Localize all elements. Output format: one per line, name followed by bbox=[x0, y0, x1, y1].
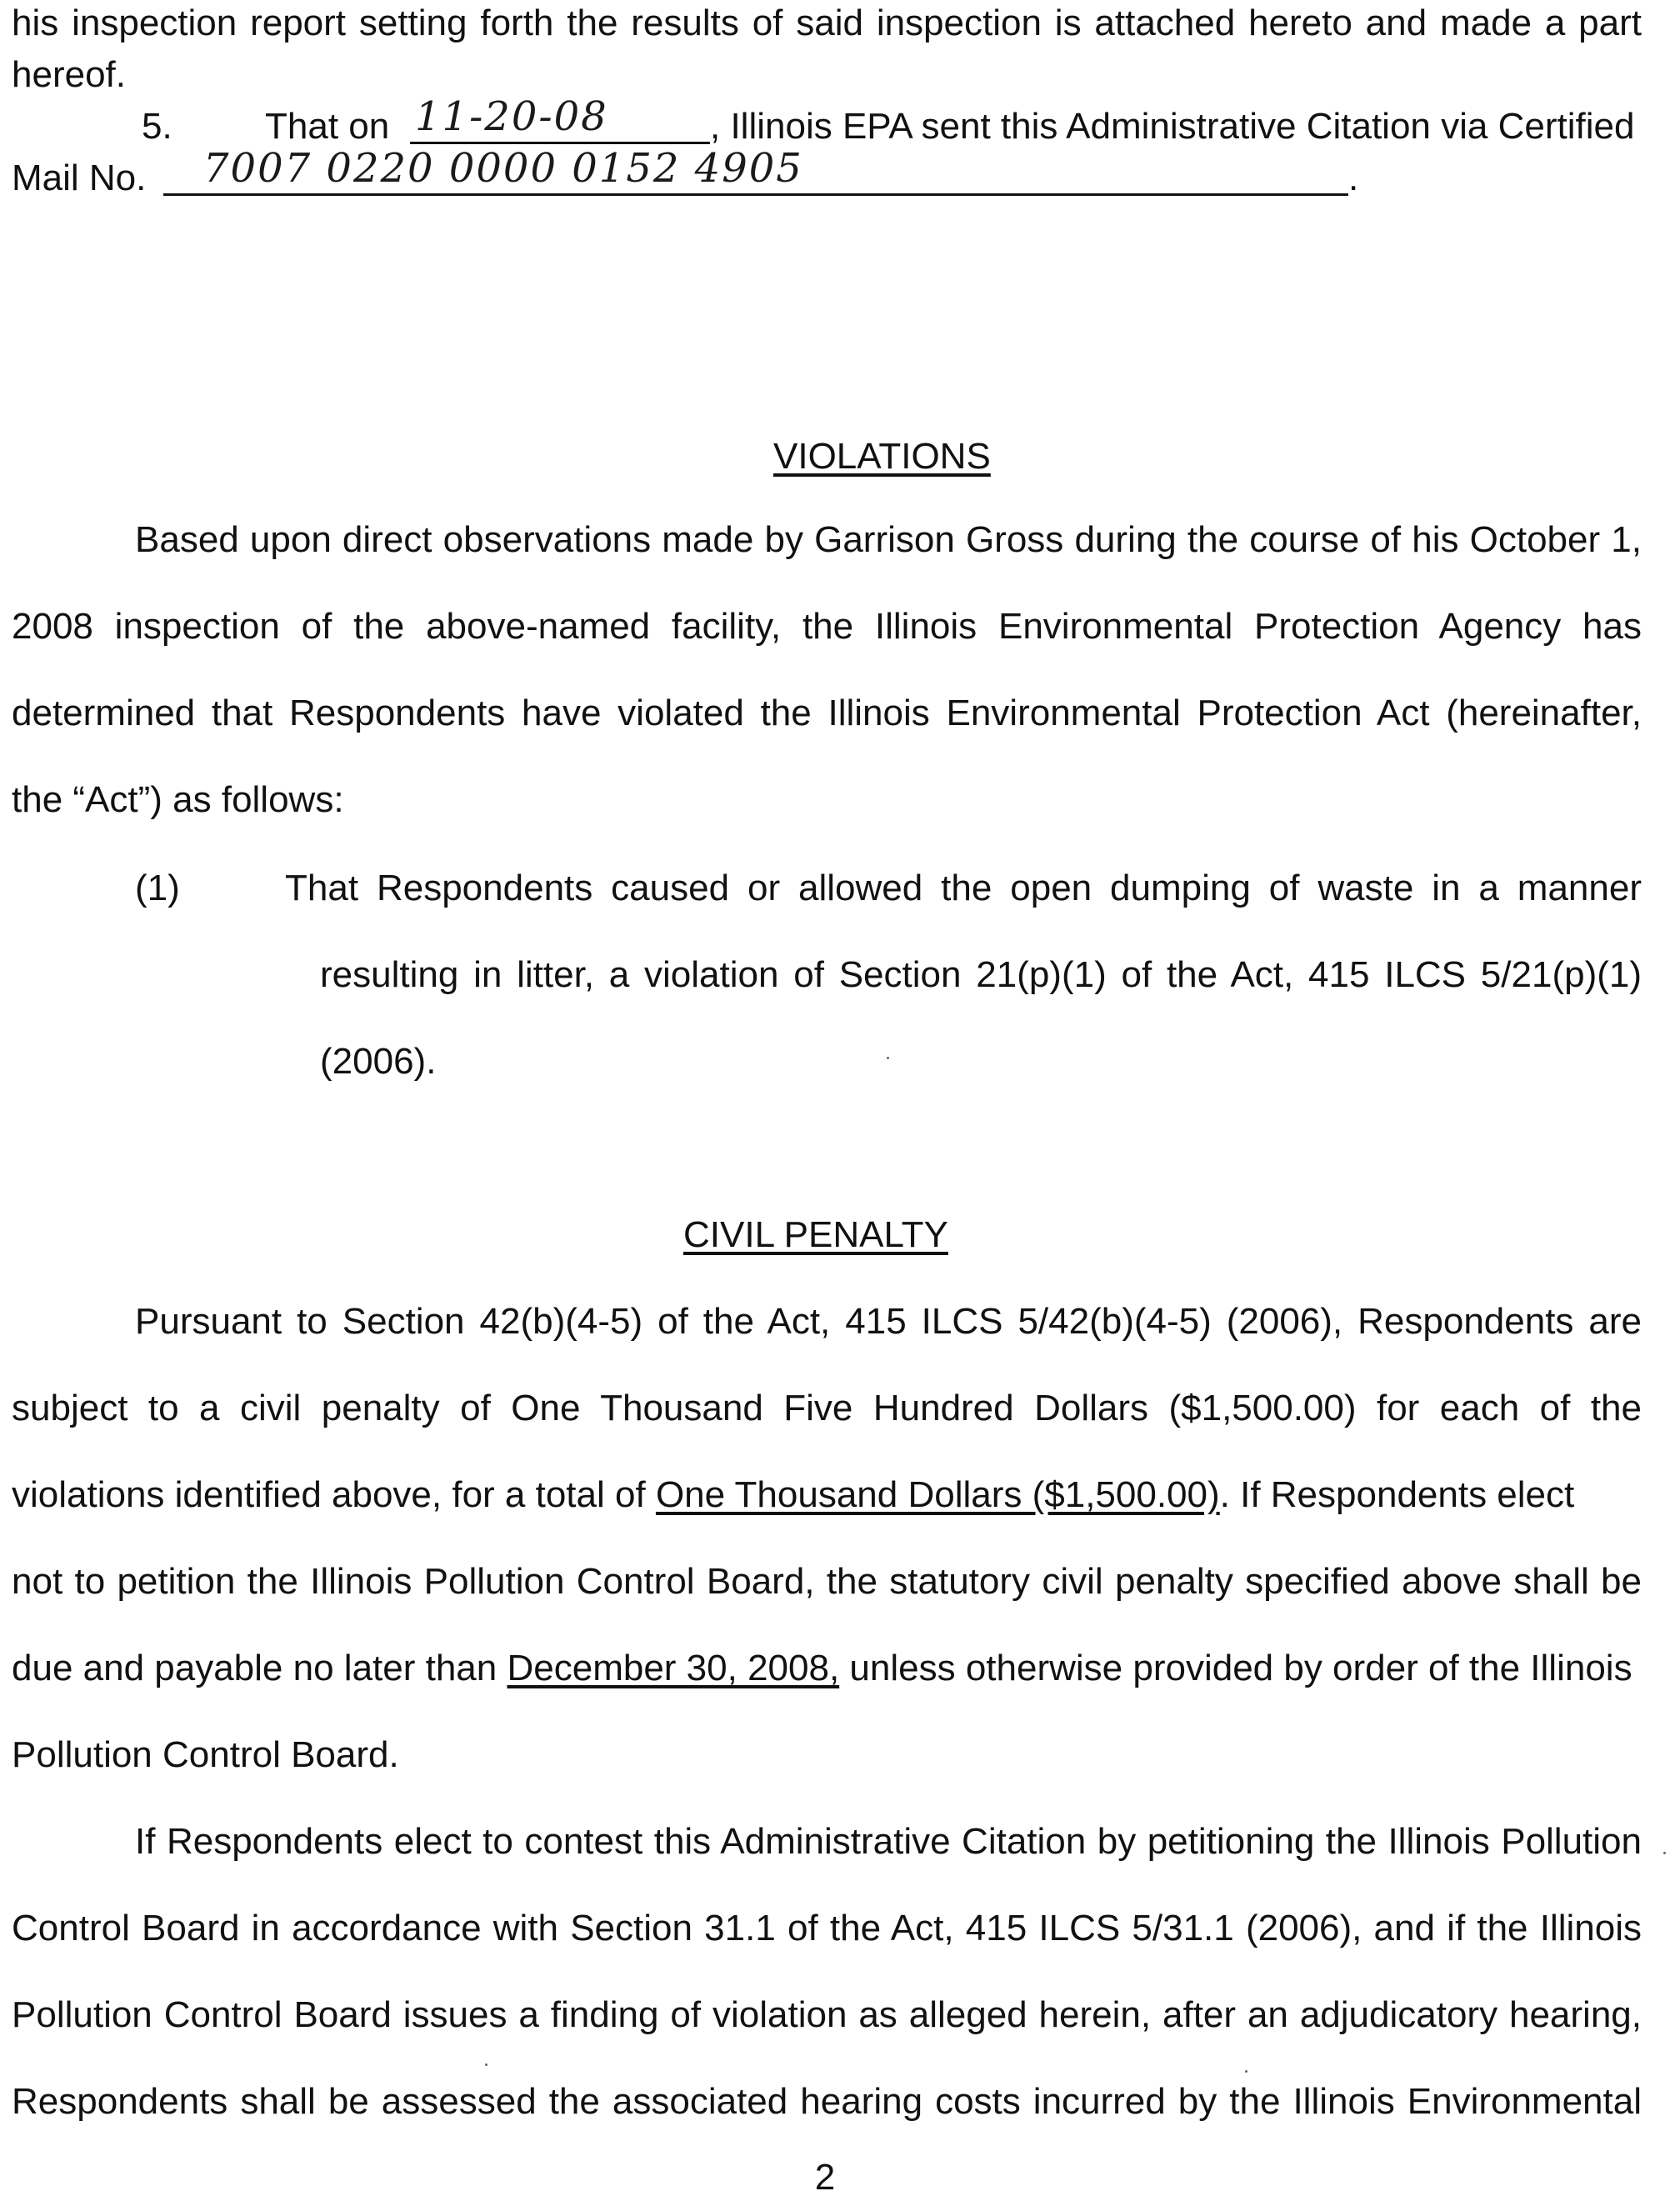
penalty-line-1: Pursuant to Section 42(b)(4-5) of the Act, 415 ILCS 5/42(b)(4-5) (2006), Respondents are bbox=[135, 1301, 1642, 1342]
penalty-line-5-before: due and payable no later than bbox=[12, 1648, 498, 1688]
item-5-text-before: That on bbox=[265, 106, 390, 147]
page-number: 2 bbox=[814, 2157, 836, 2198]
mail-number-blank bbox=[163, 145, 1348, 196]
violation-item-number: (1) bbox=[135, 868, 180, 908]
violations-para-line-2: 2008 inspection of the above-named facility, the Illinois Environmental Protection Agency has bbox=[12, 606, 1642, 647]
contest-para-line-4: Respondents shall be assessed the associated hearing costs incurred by the Illinois Environmental bbox=[12, 2081, 1642, 2122]
penalty-line-3-before: violations identified above, for a total of bbox=[12, 1474, 646, 1515]
contest-para-line-1: If Respondents elect to contest this Administrative Citation by petitioning the Illinois Pollution bbox=[135, 1821, 1642, 1862]
penalty-total-amount: One Thousand Dollars ($1,500.00) bbox=[655, 1474, 1220, 1515]
mail-end-period: . bbox=[1348, 158, 1359, 198]
violations-para-line-1: Based upon direct observations made by Garrison Gross during the course of his October 1, bbox=[135, 519, 1642, 560]
handwritten-date: 11-20-08 bbox=[415, 93, 608, 140]
contest-para-line-2: Control Board in accordance with Section 31.1 of the Act, 415 ILCS 5/31.1 (2006), and if the Illinois bbox=[12, 1908, 1642, 1948]
civil-penalty-heading: CIVIL PENALTY bbox=[683, 1214, 948, 1255]
penalty-due-date: December 30, 2008, bbox=[507, 1648, 840, 1688]
mail-label: Mail No. bbox=[12, 158, 147, 198]
date-blank bbox=[410, 93, 710, 144]
violations-para-line-3: determined that Respondents have violated the Illinois Environmental Protection Act (hereinafter, bbox=[12, 693, 1642, 733]
contest-para-line-3: Pollution Control Board issues a finding of violation as alleged herein, after an adjudicatory hearing, bbox=[12, 1994, 1642, 2035]
penalty-line-4: not to petition the Illinois Pollution Control Board, the statutory civil penalty specified above shall be bbox=[12, 1561, 1642, 1602]
item-5-text-after: , Illinois EPA sent this Administrative Citation via Certified bbox=[710, 106, 1635, 147]
scan-speck bbox=[485, 2063, 488, 2066]
scan-speck bbox=[887, 1057, 889, 1059]
violation-item-line-1: That Respondents caused or allowed the open dumping of waste in a manner bbox=[285, 868, 1642, 908]
violation-item-line-3: (2006). bbox=[320, 1041, 437, 1082]
penalty-line-3-after: . If Respondents elect bbox=[1219, 1474, 1575, 1515]
penalty-line-6: Pollution Control Board. bbox=[12, 1734, 399, 1775]
penalty-line-2: subject to a civil penalty of One Thousand Five Hundred Dollars ($1,500.00) for each of the bbox=[12, 1388, 1642, 1428]
carryover-line-2: hereof. bbox=[12, 54, 126, 95]
violation-item-line-2: resulting in litter, a violation of Section 21(p)(1) of the Act, 415 ILCS 5/21(p)(1) bbox=[320, 954, 1642, 995]
item-5-number: 5. bbox=[142, 106, 172, 147]
scan-speck bbox=[1663, 1852, 1666, 1854]
violations-heading: VIOLATIONS bbox=[773, 436, 991, 477]
handwritten-mail-number: 7007 0220 0000 0152 4905 bbox=[203, 145, 803, 192]
penalty-line-5-after: unless otherwise provided by order of the Illinois bbox=[849, 1648, 1632, 1688]
scan-speck bbox=[1245, 2070, 1248, 2073]
carryover-line-1: his inspection report setting forth the results of said inspection is attached hereto and made a part bbox=[12, 3, 1642, 43]
violations-para-line-4: the “Act”) as follows: bbox=[12, 779, 344, 820]
penalty-line-3 bbox=[12, 1472, 1642, 1518]
penalty-line-5 bbox=[12, 1645, 1642, 1692]
